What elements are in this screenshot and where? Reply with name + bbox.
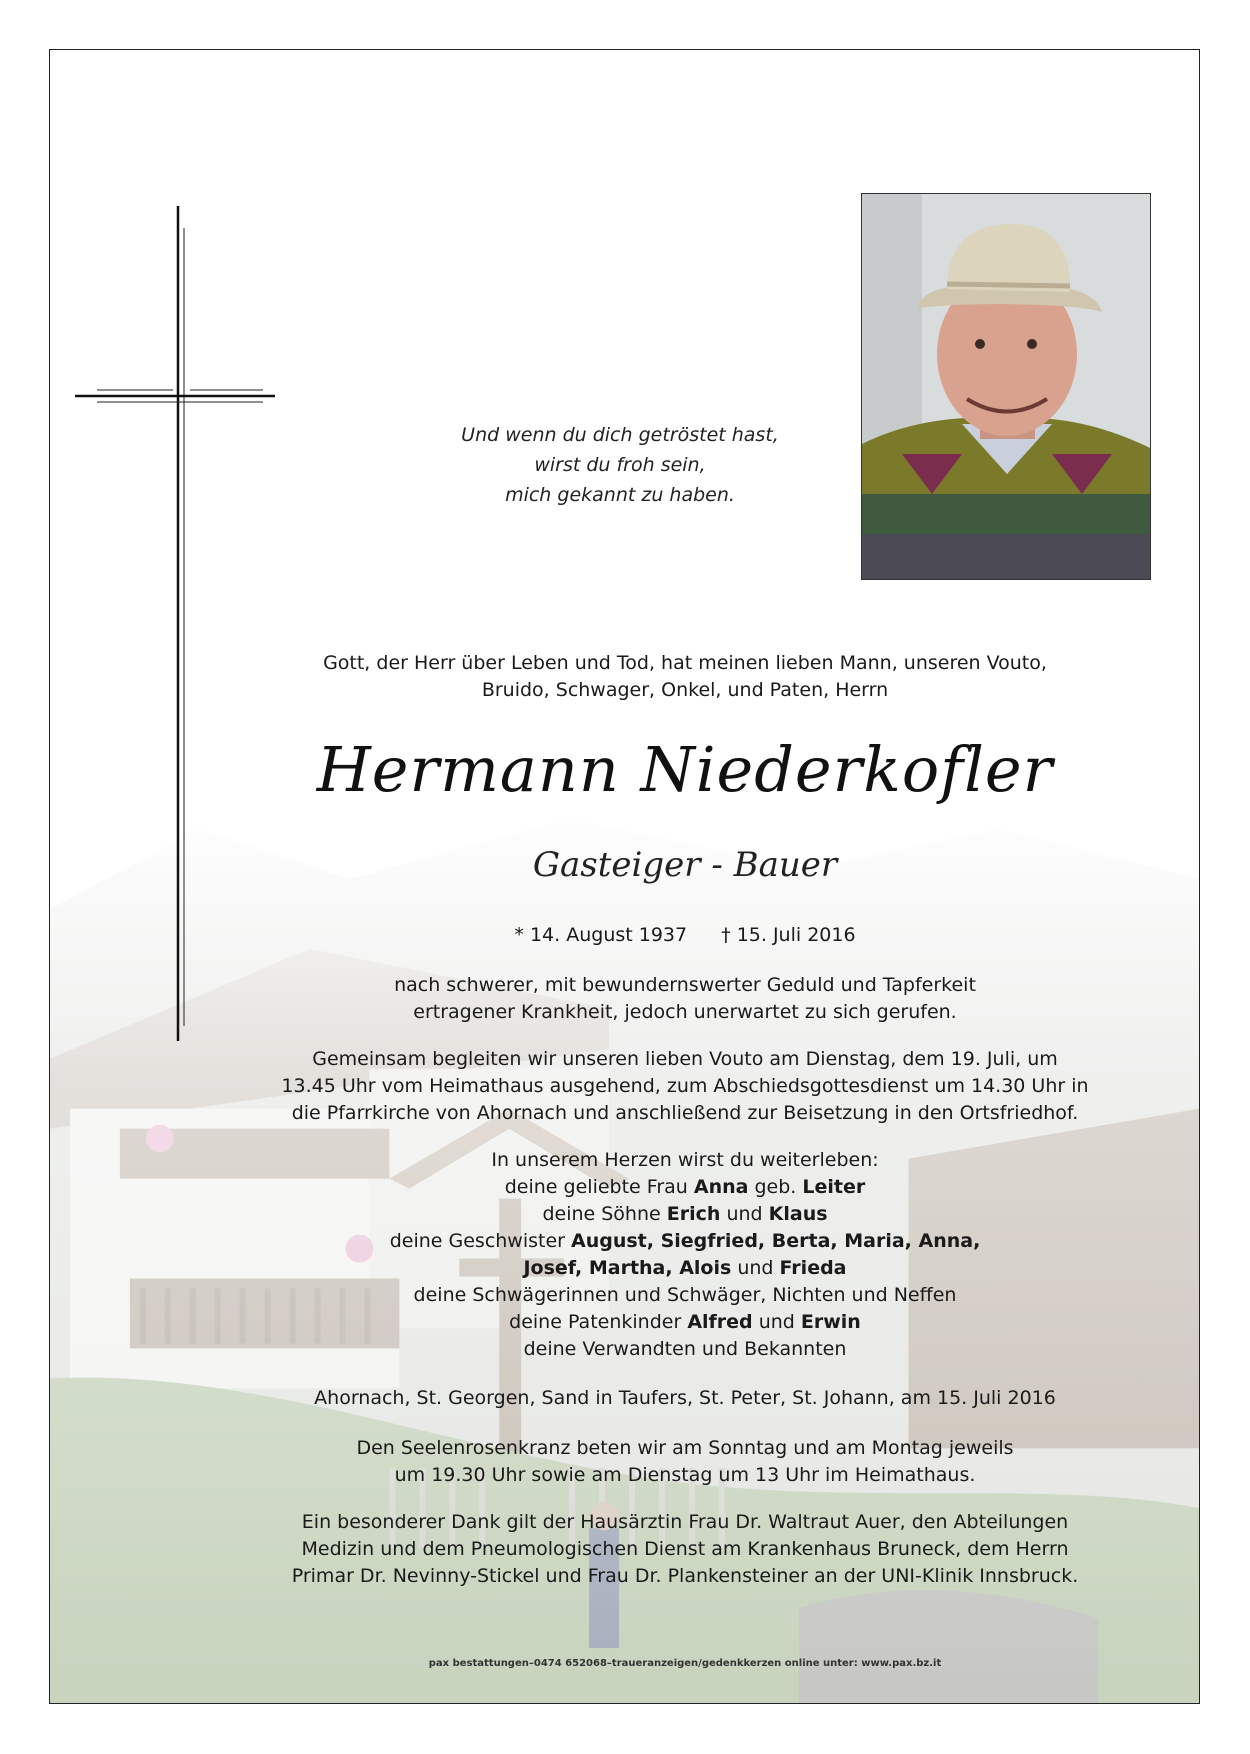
life-dates bbox=[280, 922, 1090, 949]
quote-line: wirst du froh sein, bbox=[534, 454, 706, 476]
mourner-siblings: deine Geschwister August, Siegfried, Berta, Maria, Anna, bbox=[389, 1230, 981, 1252]
mourner-siblings-cont: Josef, Martha, Alois und Frieda bbox=[523, 1257, 847, 1279]
mourner-in-laws: deine Schwägerinnen und Schwäger, Nichten und Neffen bbox=[413, 1284, 957, 1306]
mourner-relatives: deine Verwandten und Bekannten bbox=[523, 1338, 847, 1360]
place-date-line: Ahornach, St. Georgen, Sand in Taufers, St. Peter, St. Johann, am 15. Juli 2016 bbox=[314, 1387, 1056, 1409]
paragraph-line: 13.45 Uhr vom Heimathaus ausgehend, zum Abschiedsgottesdienst um 14.30 Uhr in bbox=[281, 1075, 1089, 1097]
death-date: † 15. Juli 2016 bbox=[721, 924, 856, 946]
memorial-quote bbox=[350, 420, 890, 510]
paragraph-line: die Pfarrkirche von Ahornach und anschließend zur Beisetzung in den Ortsfriedhof. bbox=[291, 1102, 1079, 1124]
intro-line: Bruido, Schwager, Onkel, und Paten, Herrn bbox=[481, 679, 889, 701]
birth-date: * 14. August 1937 bbox=[514, 924, 688, 946]
mourner-godchildren: deine Patenkinder Alfred und Erwin bbox=[509, 1311, 861, 1333]
paragraph-line: Gemeinsam begleiten wir unseren lieben Vouto am Dienstag, dem 19. Juli, um bbox=[312, 1048, 1058, 1070]
deceased-name: Hermann Niederkofler bbox=[316, 733, 1054, 806]
rosary-paragraph bbox=[280, 1435, 1090, 1489]
mourner-wife: deine geliebte Frau Anna geb. Leiter bbox=[504, 1176, 866, 1198]
paragraph-line: um 19.30 Uhr sowie am Dienstag um 13 Uhr im Heimathaus. bbox=[394, 1464, 976, 1486]
paragraph-line: Medizin und dem Pneumologischen Dienst am Krankenhaus Bruneck, dem Herrn bbox=[301, 1538, 1069, 1560]
mourners-list bbox=[280, 1147, 1090, 1363]
intro-text bbox=[280, 650, 1090, 704]
quote-line: Und wenn du dich getröstet hast, bbox=[461, 424, 779, 446]
mourner-sons: deine Söhne Erich und Klaus bbox=[542, 1203, 828, 1225]
funeral-paragraph bbox=[280, 1046, 1090, 1127]
portrait-photo bbox=[861, 193, 1151, 580]
paragraph-line: ertragener Krankheit, jedoch unerwartet zu sich gerufen. bbox=[413, 1001, 957, 1023]
footer-credit: pax bestattungen–0474 652068–traueranzeigen/gedenkkerzen online unter: www.pax.bz.it bbox=[428, 1658, 942, 1669]
intro-line: Gott, der Herr über Leben und Tod, hat meinen lieben Mann, unseren Vouto, bbox=[323, 652, 1047, 674]
paragraph-line: Ein besonderer Dank gilt der Hausärztin Frau Dr. Waltraut Auer, den Abteilungen bbox=[301, 1511, 1069, 1533]
paragraph-line: Primar Dr. Nevinny-Stickel und Frau Dr. Plankensteiner an der UNI-Klinik Innsbruck. bbox=[291, 1565, 1079, 1587]
mourners-intro: In unserem Herzen wirst du weiterleben: bbox=[491, 1149, 879, 1171]
paragraph-line: nach schwerer, mit bewundernswerter Geduld und Tapferkeit bbox=[394, 974, 976, 996]
quote-line: mich gekannt zu haben. bbox=[505, 484, 735, 506]
thanks-paragraph bbox=[280, 1509, 1090, 1590]
paragraph-line: Den Seelenrosenkranz beten wir am Sonntag und am Montag jeweils bbox=[356, 1437, 1014, 1459]
cross-icon bbox=[75, 206, 275, 1041]
farm-name: Gasteiger - Bauer bbox=[532, 845, 838, 885]
illness-paragraph bbox=[280, 972, 1090, 1026]
obituary-page bbox=[49, 49, 1200, 1704]
